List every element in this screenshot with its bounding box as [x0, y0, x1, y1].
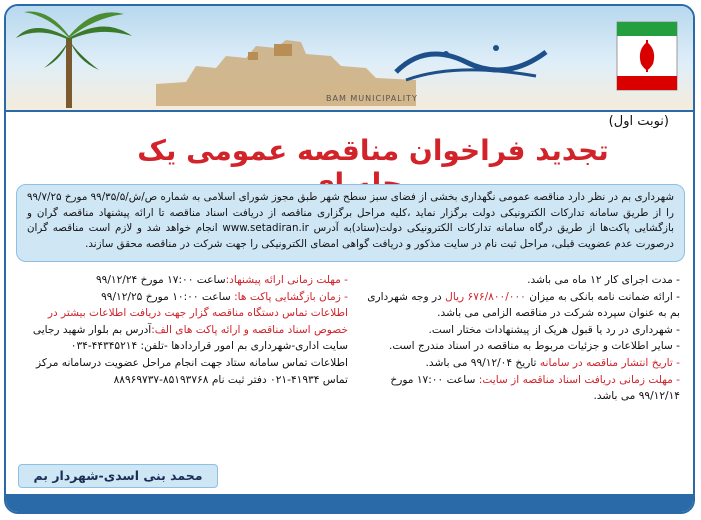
contact-info-item [18, 305, 348, 355]
notice-frame [4, 4, 695, 514]
notice-round: (نوبت اول) [608, 114, 669, 129]
receive-deadline-label: - مهلت زمانی دریافت اسناد مناقصه از سایت: [478, 373, 680, 386]
footer-bar [6, 494, 693, 512]
duration-item: - مدت اجرای کار ۱۲ ماه می باشد. [527, 274, 680, 286]
signature: محمد بنی اسدی-شهردار بم [18, 464, 218, 488]
notice-intro: شهرداری بم در نظر دارد مناقصه عمومی نگهداری بخشی از فضای سبز سطح شهر طبق مجوز شورای اسلامی به شماره ص/ش/۹۹/۳۵/۵ مورخ ۹۹/۷/۲۵ را از طریق سامانه تدارکات الکترونیکی دولت برگزار نماید ،کلیه مراحل برگزاری مناقصه از دریافت اسناد مناقصه تا ارائه پیشنهاد مناقصه گران و بازگشایی پاکت‌ها از طریق درگاه سامانه تدارکات الکترونیکی دولت(ستاد)به آدرس www.setadiran.ir انجام خواهد شد و لازم است مناقصه گران درصورت عدم عضویت قبلی، مراحل ثبت نام در سایت مذکور و دریافت گواهی امضای الکترونیکی را جهت شرکت در مناقصه محقق سازند. [16, 184, 685, 262]
contact-info-label: اطلاعات تماس دستگاه مناقصه گزار جهت دریافت اطلاعات بیشتر در خصوص اسناد مناقصه و ارائه پاکت های الف: [47, 307, 348, 336]
publish-date-label: - تاریخ انتشار مناقصه در سامانه [539, 356, 680, 369]
terms-column [354, 272, 680, 405]
palm-tree-image [14, 8, 134, 108]
contact-info-value: آدرس بم بلوار شهید رجایی سایت اداری-شهرداری بم امور قراردادها -تلفن: ۴۴۳۴۵۲۱۴-۰۳۴ [32, 323, 348, 353]
header-banner [6, 6, 693, 112]
iran-emblem-icon [615, 20, 679, 92]
banner-caption: BAM MUNICIPALITY [326, 94, 418, 103]
guarantee-text-after: در وجه شهرداری بم به عنوان سپرده شرکت در مناقصه الزامی می باشد. [367, 290, 680, 320]
guarantee-text: - ارائه ضمانت نامه بانکی به میزان [525, 290, 680, 303]
notice-title: تجدید فراخوان مناقصه عمومی یک [137, 134, 609, 167]
publish-date-item [354, 355, 680, 372]
guarantee-amount: ۶۷۶/۸۰۰/۰۰۰ ریال [445, 290, 526, 303]
submit-deadline-label: - مهلت زمانی ارائه پیشنهاد: [225, 274, 348, 286]
dates-contact-column [18, 272, 348, 388]
guarantee-item [354, 289, 680, 322]
receive-deadline-value: ساعت ۱۷:۰۰ مورخ ۹۹/۱۲/۱۴ می باشد. [390, 373, 680, 403]
opening-time-label: - زمان بازگشایی پاکت ها: [234, 290, 348, 303]
submit-deadline-item [18, 272, 348, 289]
receive-deadline-item [354, 372, 680, 405]
submit-deadline-value: ساعت ۱۷:۰۰ مورخ ۹۹/۱۲/۲۴ [95, 274, 226, 286]
opening-time-value: ساعت ۱۰:۰۰ مورخ ۹۹/۱۲/۲۵ [101, 290, 235, 303]
municipality-logo [386, 32, 556, 90]
publish-date-value: تاریخ ۹۹/۱۲/۰۴ می باشد. [425, 356, 540, 369]
rights-item: - شهرداری در رد یا قبول هریک از پیشنهادات مختار است. [428, 323, 680, 336]
opening-time-item [18, 289, 348, 306]
setad-contact-item: اطلاعات تماس سامانه ستاد جهت انجام مراحل عضویت درسامانه مرکز تماس ۴۱۹۳۴-۰۲۱ دفتر ثبت نام ۸۵۱۹۳۷۶۸-۸۸۹۶۹۷۳۷ [35, 356, 348, 386]
details-item: - سایر اطلاعات و جزئیات مربوط به مناقصه در اسناد مندرج است. [388, 340, 680, 353]
